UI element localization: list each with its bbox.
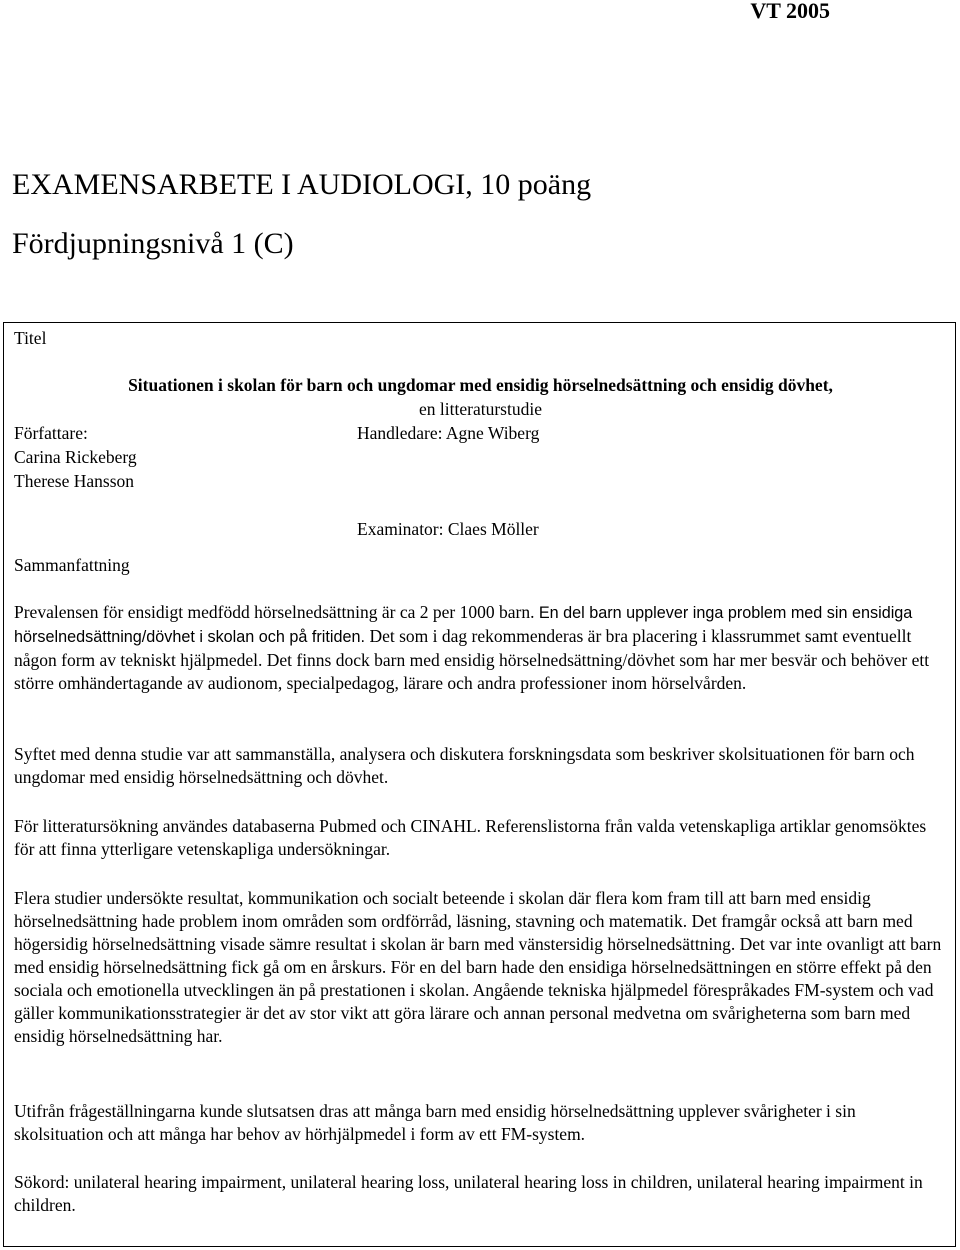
- summary-paragraph-2: Syftet med denna studie var att sammanställa, analysera och diskutera forskningsdata som beskriver skolsituationen för barn och ungdomar med ensidig hörselnedsättning och dövhet.: [14, 744, 915, 787]
- summary-segment: Det finns dock barn med ensidig hörselnedsättning/dövhet som har mer besvär och behöver ett större omhändertagande av audionom, specialpedagog, lärare och andra professioner inom hörselvården.: [14, 650, 930, 693]
- summary-segment: Prevalensen för ensidigt medfödd hörselnedsättning är ca 2 per 1000 barn.: [14, 602, 539, 622]
- summary-paragraph-4: Flera studier undersökte resultat, kommunikation och socialt beteende i skolan där flera kom fram till att barn med ensidig hörselnedsättning hade problem inom områden som ordförråd, läsning, stavning och matematik. Det framgår också att barn med högersidig hörselnedsättning visade sämre resultat i skolan är barn med vänstersidig hörselnedsättning. Det var inte ovanligt att barn med ensidig hörselnedsättning fick gå om en årskurs. För en del barn hade den ensidiga hörselnedsättningen en större effekt på den sociala och emotionella utvecklingen än på prestationen i skolan. Angående tekniska hjälpmedel förespråkades FM-system och vad gäller kommunikationsstrategier är det av stor vikt att göra lärare och annan personal medvetna om svårigheterna som barn med ensidig hörselnedsättning har.: [14, 888, 942, 1046]
- thesis-title-line1: Situationen i skolan för barn och ungdomar med ensidig hörselnedsättning och ensidig dövhet,: [128, 375, 833, 395]
- author-label: Författare:: [14, 423, 88, 443]
- examiner: Examinator: Claes Möller: [357, 519, 539, 539]
- summary-segment: En del barn upplever inga problem med sin ensidiga hörselnedsättning/dövhet i skolan och på fritiden.: [14, 604, 913, 646]
- author-name: Carina Rickeberg: [14, 447, 137, 467]
- summary-paragraph-3: För litteratursökning användes databaserna Pubmed och CINAHL. Referenslistorna från valda vetenskapliga artiklar genomsöktes för att finna ytterligare vetenskapliga undersökningar.: [14, 816, 927, 859]
- document-subtitle: Fördjupningsnivå 1 (C): [12, 227, 294, 260]
- summary-paragraph-1: [14, 601, 949, 695]
- titel-label: Titel: [14, 328, 47, 348]
- summary-segment: Det som i dag rekommenderas är bra placering i klassrummet samt eventuellt någon form av tekniskt hjälpmedel.: [14, 626, 912, 670]
- term-label: VT 2005: [750, 0, 830, 23]
- thesis-title-line2: en litteraturstudie: [419, 399, 542, 419]
- thesis-info-box: [3, 322, 956, 1247]
- document-title: EXAMENSARBETE I AUDIOLOGI, 10 poäng: [12, 168, 592, 201]
- summary-paragraph-5: Utifrån frågeställningarna kunde slutsatsen dras att många barn med ensidig hörselnedsättning upplever svårigheter i sin skolsituation och att många har behov av hörhjälpmedel i form av ett FM-system.: [14, 1101, 856, 1144]
- keywords: Sökord: unilateral hearing impairment, unilateral hearing loss, unilateral hearing loss in children, unilateral hearing impairment in children.: [14, 1172, 923, 1215]
- summary-label: Sammanfattning: [14, 555, 130, 575]
- author-name: Therese Hansson: [14, 471, 135, 491]
- supervisor: Handledare: Agne Wiberg: [357, 423, 540, 443]
